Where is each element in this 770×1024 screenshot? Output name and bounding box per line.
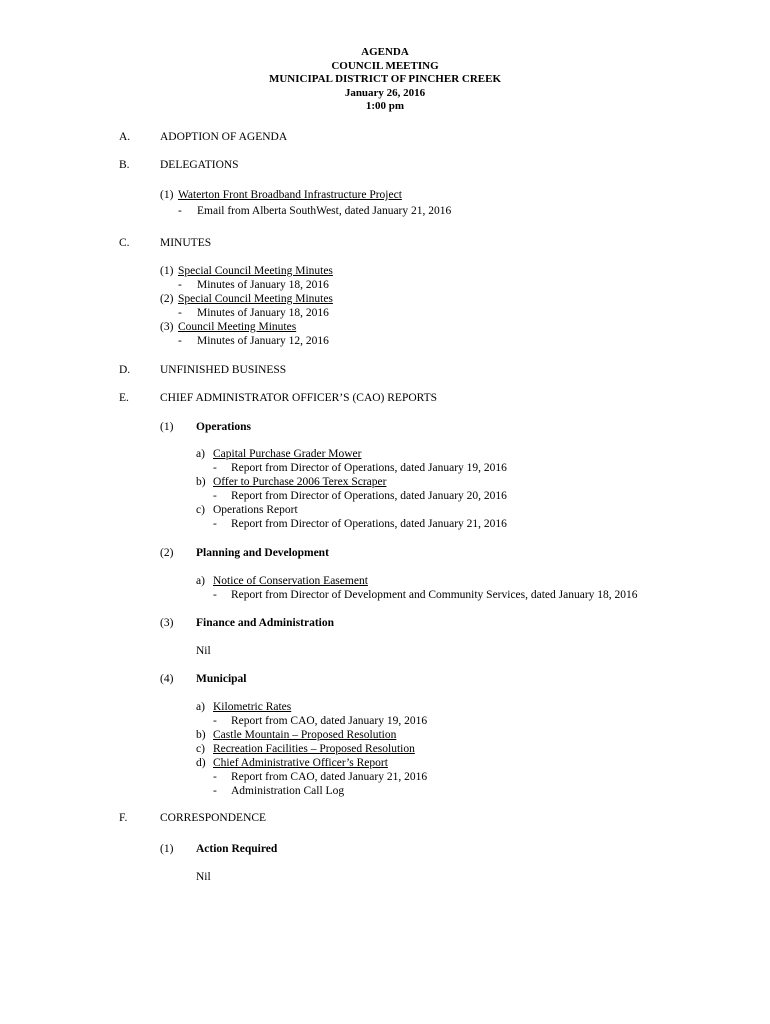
nil-text: Nil xyxy=(196,645,211,657)
header-title: AGENDA xyxy=(361,46,409,58)
section-letter-c: C. xyxy=(119,237,130,249)
dash: - xyxy=(178,335,182,347)
section-title-minutes: MINUTES xyxy=(160,237,212,249)
item-title: Capital Purchase Grader Mower xyxy=(213,448,362,460)
section-letter-a: A. xyxy=(119,131,131,143)
delegation-item-detail: Email from Alberta SouthWest, dated January 21, 2016 xyxy=(197,205,452,217)
section-title-adoption: ADOPTION OF AGENDA xyxy=(160,131,288,143)
minutes-item-title: Special Council Meeting Minutes xyxy=(178,293,333,305)
section-title-cao-reports: CHIEF ADMINISTRATOR OFFICER’S (CAO) REPORTS xyxy=(160,392,438,404)
subsection-title-planning: Planning and Development xyxy=(196,547,329,559)
minutes-item-title: Council Meeting Minutes xyxy=(178,321,297,333)
header-meeting: COUNCIL MEETING xyxy=(331,59,439,72)
dash: - xyxy=(178,279,182,291)
item-detail: Report from Director of Operations, dated January 20, 2016 xyxy=(231,490,507,502)
item-label: c) xyxy=(196,504,205,516)
agenda-header xyxy=(0,46,770,114)
item-title: Chief Administrative Officer’s Report xyxy=(213,757,388,769)
section-letter-e: E. xyxy=(119,392,129,404)
subsection-number: (1) xyxy=(160,843,174,855)
item-title: Kilometric Rates xyxy=(213,701,292,713)
minutes-item-detail: Minutes of January 18, 2016 xyxy=(197,279,329,291)
dash: - xyxy=(213,785,217,797)
dash: - xyxy=(213,771,217,783)
item-label: a) xyxy=(196,575,205,587)
item-title: Notice of Conservation Easement xyxy=(213,575,368,587)
item-detail: Report from CAO, dated January 21, 2016 xyxy=(231,771,428,783)
minutes-item-detail: Minutes of January 12, 2016 xyxy=(197,335,329,347)
item-label: a) xyxy=(196,701,205,713)
item-detail: Report from Director of Development and Community Services, dated January 18, 2016 xyxy=(231,589,638,601)
subsection-title-operations: Operations xyxy=(196,421,251,433)
header-organization: MUNICIPAL DISTRICT OF PINCHER CREEK xyxy=(268,73,502,85)
section-letter-b: B. xyxy=(119,159,130,171)
delegation-item-number: (1) xyxy=(160,189,174,201)
minutes-item-title: Special Council Meeting Minutes xyxy=(178,265,333,277)
dash: - xyxy=(213,518,217,530)
dash: - xyxy=(213,715,217,727)
dash: - xyxy=(213,490,217,502)
dash: - xyxy=(178,307,182,319)
minutes-item-number: (2) xyxy=(160,293,174,305)
section-letter-f: F. xyxy=(119,812,128,824)
item-label: b) xyxy=(196,476,206,488)
minutes-item-number: (3) xyxy=(160,321,174,333)
item-title: Recreation Facilities – Proposed Resolution xyxy=(213,743,415,755)
item-label: b) xyxy=(196,729,206,741)
item-title: Castle Mountain – Proposed Resolution xyxy=(213,729,397,741)
subsection-title-municipal: Municipal xyxy=(196,673,247,685)
section-title-delegations: DELEGATIONS xyxy=(160,159,239,171)
minutes-item-detail: Minutes of January 18, 2016 xyxy=(197,307,329,319)
header-time: 1:00 pm xyxy=(365,100,405,112)
nil-text: Nil xyxy=(196,871,211,883)
item-detail: Report from CAO, dated January 19, 2016 xyxy=(231,715,428,727)
item-label: d) xyxy=(196,757,206,769)
section-title-correspondence: CORRESPONDENCE xyxy=(160,812,267,824)
dash: - xyxy=(213,589,217,601)
subsection-title-finance: Finance and Administration xyxy=(196,617,335,629)
section-letter-d: D. xyxy=(119,364,131,376)
subsection-number: (1) xyxy=(160,421,174,433)
minutes-item-number: (1) xyxy=(160,265,174,277)
item-detail: Administration Call Log xyxy=(231,785,345,797)
item-detail: Report from Director of Operations, dated January 21, 2016 xyxy=(231,518,507,530)
dash: - xyxy=(178,205,182,217)
subsection-number: (3) xyxy=(160,617,174,629)
item-detail: Report from Director of Operations, dated January 19, 2016 xyxy=(231,462,507,474)
subsection-title-action-required: Action Required xyxy=(196,843,278,855)
subsection-number: (4) xyxy=(160,673,174,685)
item-title: Offer to Purchase 2006 Terex Scraper xyxy=(213,476,387,488)
header-date: January 26, 2016 xyxy=(344,86,426,99)
item-title: Operations Report xyxy=(213,504,298,516)
section-title-unfinished: UNFINISHED BUSINESS xyxy=(160,364,287,376)
subsection-number: (2) xyxy=(160,547,174,559)
item-label: c) xyxy=(196,743,205,755)
delegation-item-title: Waterton Front Broadband Infrastructure Project xyxy=(178,189,402,201)
item-label: a) xyxy=(196,448,205,460)
dash: - xyxy=(213,462,217,474)
